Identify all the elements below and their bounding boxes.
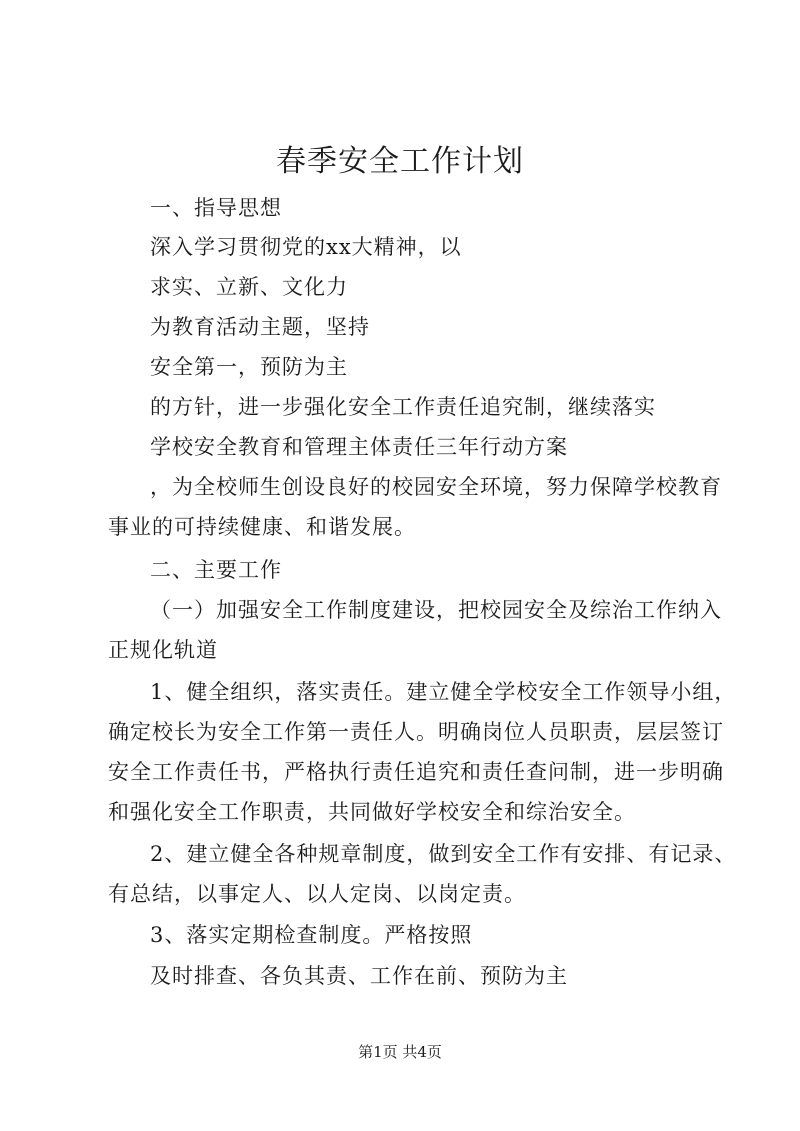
text-line: 2、建立健全各种规章制度，做到安全工作有安排、有记录、 bbox=[150, 842, 737, 866]
document-title: 春季安全工作计划 bbox=[276, 144, 524, 179]
text-line: 有总结，以事定人、以人定岗、以岗定责。 bbox=[108, 882, 526, 906]
text-line: 及时排查、各负其责、工作在前、预防为主 bbox=[150, 964, 568, 988]
text-line: 事业的可持续健康、和谐发展。 bbox=[108, 515, 416, 539]
text-line: 正规化轨道 bbox=[108, 638, 218, 662]
page-number: 第1页 共4页 bbox=[358, 1043, 442, 1061]
text-line: 求实、立新、文化力 bbox=[150, 275, 348, 299]
text-line: 1、健全组织，落实责任。建立健全学校安全工作领导小组， bbox=[150, 680, 737, 704]
text-line: 确定校长为安全工作第一责任人。明确岗位人员职责，层层签订 bbox=[108, 720, 724, 744]
text-line: 和强化安全工作职责，共同做好学校安全和综治安全。 bbox=[108, 800, 636, 824]
heading-main-work: 二、主要工作 bbox=[150, 558, 282, 582]
text-line: 3、落实定期检查制度。严格按照 bbox=[150, 923, 473, 947]
text-line: 学校安全教育和管理主体责任三年行动方案 bbox=[150, 435, 568, 459]
heading-guiding-ideology: 一、指导思想 bbox=[150, 196, 282, 220]
text-line: 安全第一，预防为主 bbox=[150, 355, 348, 379]
text-line: 为教育活动主题，坚持 bbox=[150, 315, 370, 339]
text-line: 深入学习贯彻党的xx大精神，以 bbox=[150, 235, 462, 259]
text-line: ，为全校师生创设良好的校园安全环境，努力保障学校教育 bbox=[150, 475, 722, 499]
text-line: 安全工作责任书，严格执行责任追究和责任查问制，进一步明确 bbox=[108, 760, 724, 784]
text-line: （一）加强安全工作制度建设，把校园安全及综治工作纳入 bbox=[150, 598, 722, 622]
text-line: 的方针，进一步强化安全工作责任追究制，继续落实 bbox=[150, 395, 656, 419]
